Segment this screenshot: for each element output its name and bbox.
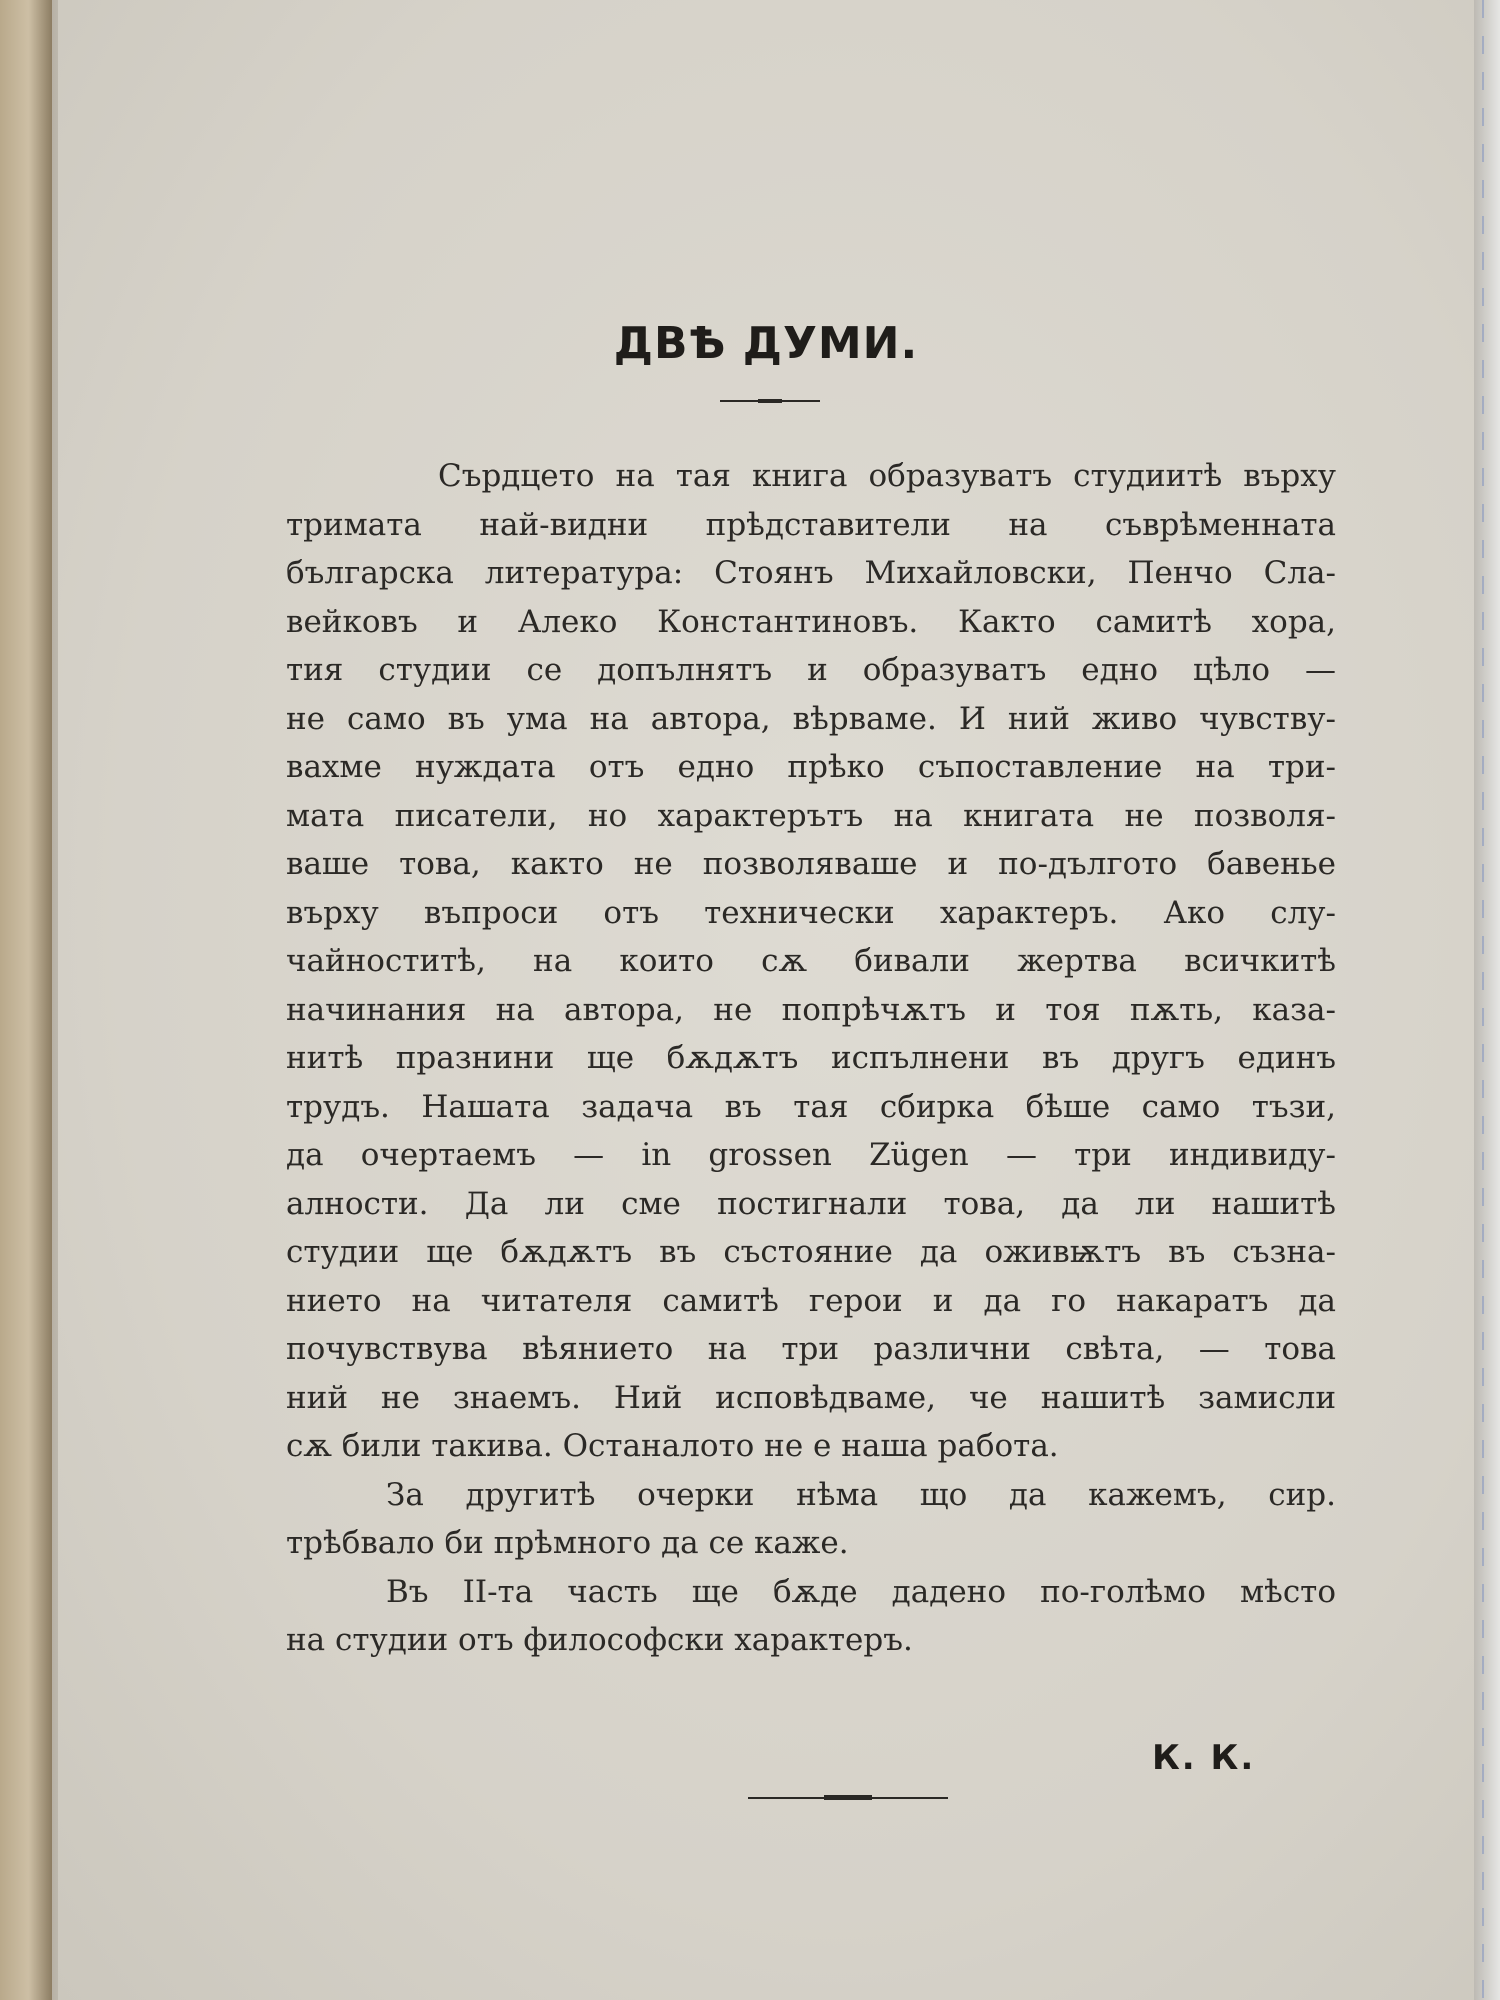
left-page-edge [0,0,52,2000]
page-title: ДВѢ ДУМИ. [613,318,919,369]
closing-divider [748,1797,948,1799]
paragraph-1-line-10: върху въпроси отъ технически характеръ. Ако слу- [286,894,1336,931]
paragraph-1-line-11: чайноститѣ, на които сѫ бивали жертва всичкитѣ [286,943,1336,979]
paragraph-1-line-5: тия студии се допълнятъ и образуватъ едно цѣло — [286,652,1336,688]
paragraph-1-line-4: вейковъ и Алеко Константиновъ. Както самитѣ хора, [286,603,1336,640]
paragraph-1-line-8: мата писатели, но характерътъ на книгата не позволя- [286,797,1336,834]
paragraph-1-line-17: студии ще бѫдѫтъ въ състояние да оживѭтъ въ съзна- [286,1234,1336,1270]
book-page [58,0,1474,2000]
paragraph-1-line-6: не само въ ума на автора, вѣрваме. И ний живо чувству- [286,700,1336,737]
paragraph-1-line-14: трудъ. Нашата задача въ тая сбирка бѣше само тъзи, [286,1088,1336,1125]
right-paper-edge [1473,0,1500,2000]
paragraph-1-line-2: тримата най-видни прѣдставители на съврѣменната [286,506,1336,543]
paragraph-1-line-1: Сърдцето на тая книга образуватъ студиитѣ върху [438,458,1336,494]
paragraph-1-line-15: да очертаемъ — in grossen Zügen — три индивиду- [286,1137,1336,1173]
paragraph-1-line-20: ний не знаемъ. Ний исповѣдваме, че нашитѣ замисли [286,1379,1336,1416]
paragraph-1-line-3: българска литература: Стоянъ Михайловски, Пенчо Сла- [286,555,1336,591]
paragraph-1-line-16: алности. Да ли сме постигнали това, да ли нашитѣ [286,1185,1336,1222]
paragraph-3-line-1: Въ II-та часть ще бѫде дадено по-голѣмо мѣсто [386,1573,1336,1610]
paragraph-1-line-21: сѫ били такива. Останалото не е наша работа. [286,1428,1059,1464]
paragraph-1-line-19: почувствува вѣянието на три различни свѣта, — това [286,1331,1336,1367]
paragraph-2-line-2: трѣбвало би прѣмного да се каже. [286,1525,849,1561]
paragraph-3-line-2: на студии отъ философски характеръ. [286,1622,913,1658]
paragraph-1-line-13: нитѣ празнини ще бѫдѫтъ испълнени въ другъ единъ [286,1040,1336,1076]
paragraph-1-line-12: начинания на автора, не попрѣчѫтъ и тоя пѫть, каза- [286,991,1336,1028]
signature-initials: К. К. [1152,1738,1256,1778]
title-divider [720,400,820,402]
paragraph-1-line-9: ваше това, както не позволяваше и по-дългото бавенье [286,846,1336,882]
paragraph-1-line-18: нието на читателя самитѣ герои и да го накаратъ да [286,1282,1336,1319]
paragraph-2-line-1: За другитѣ очерки нѣма що да кажемъ, сир. [386,1476,1336,1513]
body-text [286,452,1336,1665]
paragraph-1-line-7: вахме нуждата отъ едно прѣко съпоставление на три- [286,749,1336,785]
